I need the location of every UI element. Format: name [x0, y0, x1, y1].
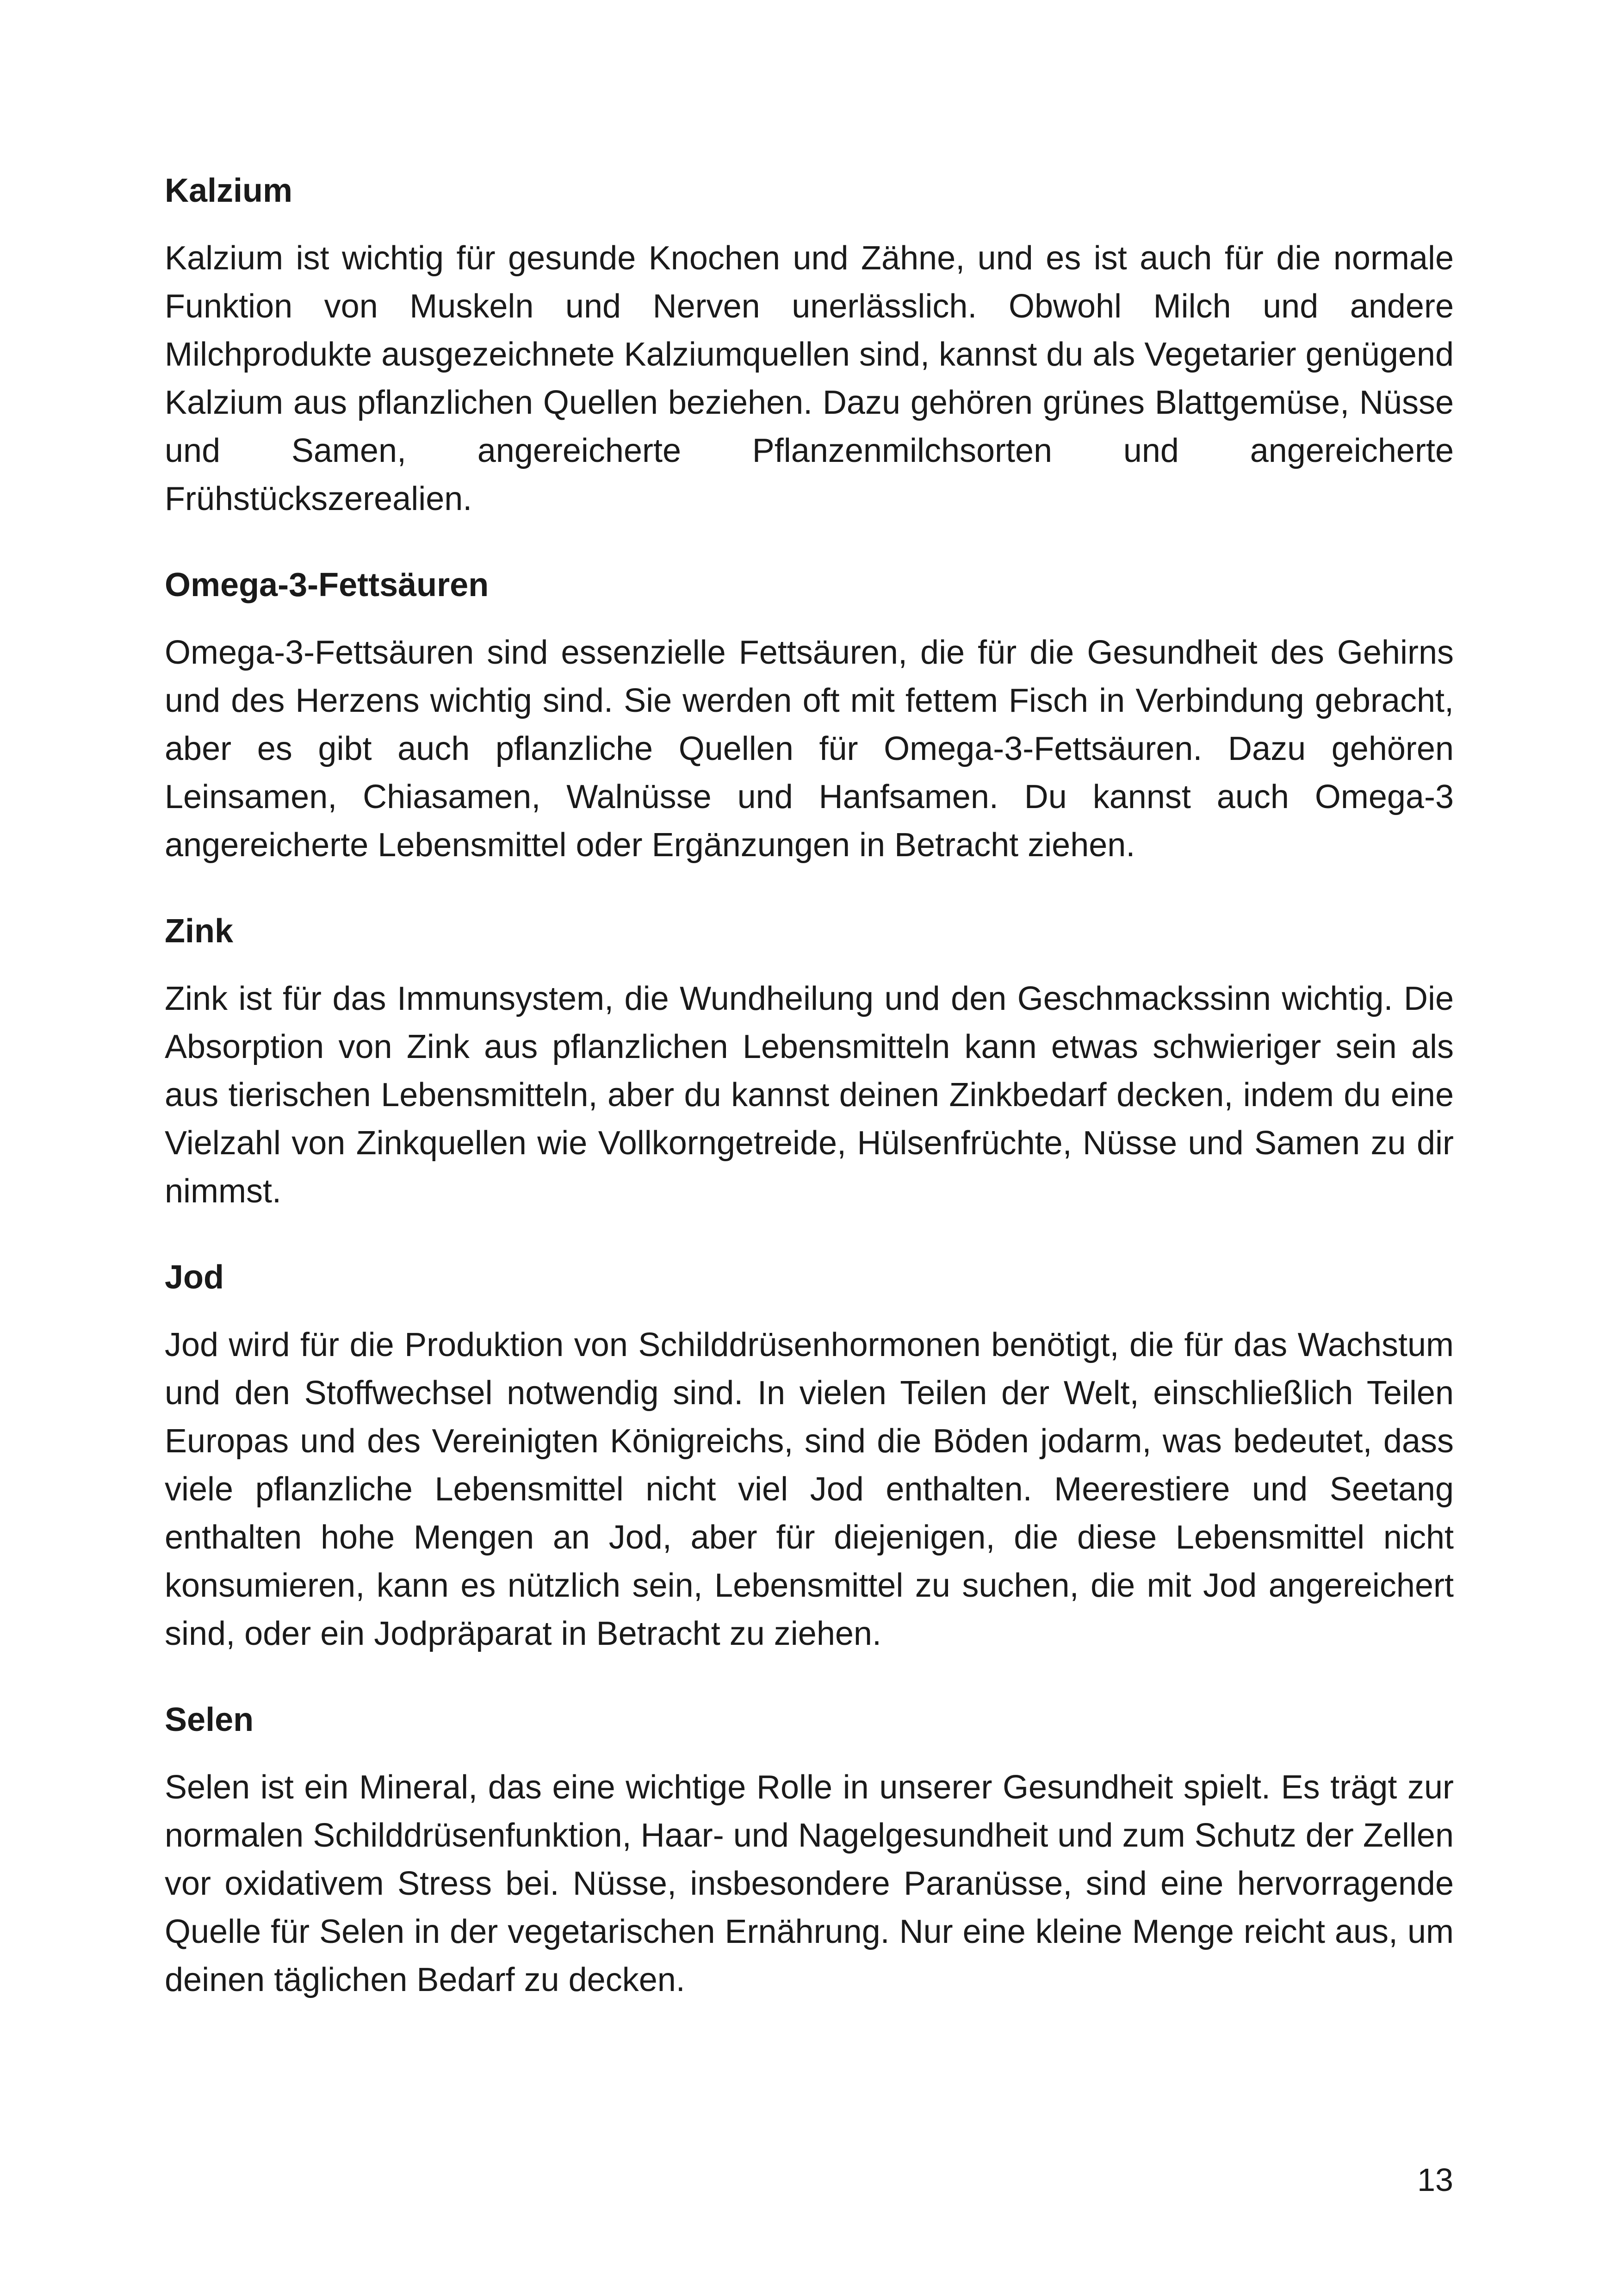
- section-paragraph: Zink ist für das Immunsystem, die Wundheilung und den Geschmackssinn wichtig. Die Absorption von Zink aus pflanzlichen Lebensmitteln kann etwas schwieriger sein als aus tierischen Lebensmitteln, aber du kannst deinen Zinkbedarf decken, indem du eine Vielzahl von Zinkquellen wie Vollkorngetreide, Hülsenfrüchte, Nüsse und Samen zu dir nimmst.: [165, 980, 1454, 1210]
- section-paragraph: Omega-3-Fettsäuren sind essenzielle Fettsäuren, die für die Gesundheit des Gehirns und des Herzens wichtig sind. Sie werden oft mit fettem Fisch in Verbindung gebracht, aber es gibt auch pflanzliche Quellen für Omega-3-Fettsäuren. Dazu gehören Leinsamen, Chiasamen, Walnüsse und Hanfsamen. Du kannst auch Omega-3 angereicherte Lebensmittel oder Ergänzungen in Betracht ziehen.: [165, 634, 1454, 864]
- section-kalzium: [165, 167, 1454, 523]
- section-zink: [165, 907, 1454, 1215]
- section-jod: [165, 1253, 1454, 1658]
- section-paragraph: Jod wird für die Produktion von Schilddrüsenhormonen benötigt, die für das Wachstum und den Stoffwechsel notwendig sind. In vielen Teilen der Welt, einschließlich Teilen Europas und des Vereinigten Königreichs, sind die Böden jodarm, was bedeutet, dass viele pflanzliche Lebensmittel nicht viel Jod enthalten. Meerestiere und Seetang enthalten hohe Mengen an Jod, aber für diejenigen, die diese Lebensmittel nicht konsumieren, kann es nützlich sein, Lebensmittel zu suchen, die mit Jod angereichert sind, oder ein Jodpräparat in Betracht zu ziehen.: [165, 1326, 1454, 1652]
- section-omega-3: [165, 561, 1454, 869]
- section-heading: Selen: [165, 1701, 254, 1738]
- section-paragraph: Kalzium ist wichtig für gesunde Knochen und Zähne, und es ist auch für die normale Funktion von Muskeln und Nerven unerlässlich. Obwohl Milch und andere Milchprodukte ausgezeichnete Kalziumquellen sind, kannst du als Vegetarier genügend Kalzium aus pflanzlichen Quellen beziehen. Dazu gehören grünes Blattgemüse, Nüsse und Samen, angereicherte Pflanzenmilchsorten und angereicherte Frühstückszerealien.: [165, 240, 1454, 517]
- section-paragraph: Selen ist ein Mineral, das eine wichtige Rolle in unserer Gesundheit spielt. Es trägt zur normalen Schilddrüsenfunktion, Haar- und Nagelgesundheit und zum Schutz der Zellen vor oxidativem Stress bei. Nüsse, insbesondere Paranüsse, sind eine hervorragende Quelle für Selen in der vegetarischen Ernährung. Nur eine kleine Menge reicht aus, um deinen täglichen Bedarf zu decken.: [165, 1769, 1454, 1998]
- section-heading: Zink: [165, 913, 234, 950]
- document-page: [165, 167, 1454, 2004]
- section-heading: Kalzium: [165, 172, 293, 209]
- page-number: 13: [1417, 2162, 1453, 2198]
- section-selen: [165, 1696, 1454, 2004]
- section-heading: Jod: [165, 1259, 224, 1296]
- section-heading: Omega-3-Fettsäuren: [165, 566, 489, 604]
